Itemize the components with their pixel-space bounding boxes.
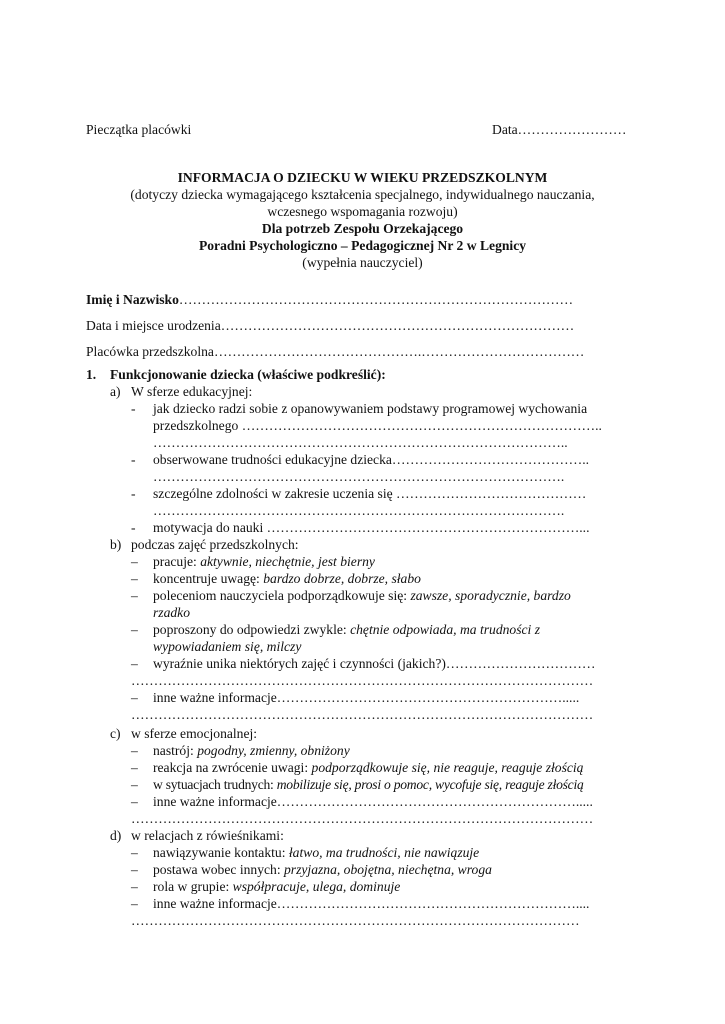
b-pracuje-label: pracuje: (153, 554, 201, 569)
c-sytuacje-options: mobilizuje się, prosi o pomoc, wycofuje się, reaguje złością (276, 777, 584, 792)
a-item4-line1: motywacja do nauki ……………………………………………………………... (153, 520, 590, 535)
d-kontakt (153, 844, 479, 861)
b-bullet-1: – (131, 554, 138, 569)
a-item1-dash: - (131, 401, 136, 416)
subsection-c-text: w sferze emocjonalnej: (131, 726, 258, 741)
b-poproszony-options-cont: wypowiadaniem się, milczy (153, 639, 302, 654)
c-bullet-2: – (131, 760, 138, 775)
a-item1-line2: przedszkolnego …………………………………………………………………….. (153, 418, 602, 433)
b-polecenia-options: zawsze, sporadycznie, bardzo (410, 588, 571, 603)
d-inne: inne ważne informacje………………………………………………………….... (153, 896, 590, 911)
date-field: Data…………………… (492, 122, 627, 137)
b-bullet-3: – (131, 588, 138, 603)
document-title: INFORMACJA O DZIECKU W WIEKU PRZEDSZKOLNYM (177, 170, 548, 185)
b-pracuje (153, 553, 375, 570)
b-koncentruje-options: bardzo dobrze, dobrze, słabo (263, 571, 421, 586)
section1-heading: Funkcjonowanie dziecka (właściwe podkreślić): (110, 367, 386, 382)
document-subtitle-line2: wczesnego wspomagania rozwoju) (267, 204, 458, 219)
c-nastroj-options: pogodny, zmienny, obniżony (197, 743, 350, 758)
subsection-d-label: d) (110, 828, 122, 843)
stamp-label: Pieczątka placówki (86, 122, 192, 137)
d-postawa-options: przyjazna, obojętna, niechętna, wroga (284, 862, 492, 877)
a-item3-line1: szczególne zdolności w zakresie uczenia się …………………………………… (153, 486, 587, 501)
c-nastroj (153, 742, 350, 759)
d-rola (153, 878, 400, 895)
d-postawa (153, 861, 492, 878)
purpose-line1: Dla potrzeb Zespołu Orzekającego (261, 221, 464, 236)
b-poproszony-label: poproszony do odpowiedzi zwykle: (153, 622, 351, 637)
a-item2-dash: - (131, 452, 136, 467)
d-kontakt-options: łatwo, ma trudności, nie nawiązuje (288, 845, 480, 860)
filled-by-note: (wypełnia nauczyciel) (302, 255, 423, 270)
c-inne: inne ważne informacje…………………………………………………………..... (153, 794, 593, 809)
d-bullet-2: – (131, 862, 138, 877)
b-bullet-4: – (131, 622, 138, 637)
subsection-b-label: b) (110, 537, 122, 552)
b-polecenia-options-cont: rzadko (153, 605, 191, 620)
subsection-a-text: W sferze edukacyjnej: (131, 384, 253, 399)
d-bullet-3: – (131, 879, 138, 894)
c-sytuacje (153, 776, 584, 793)
d-bullet-1: – (131, 845, 138, 860)
d-rola-options: współpracuje, ulega, dominuje (232, 879, 401, 894)
a-item3-dash: - (131, 486, 136, 501)
a-item2-line1: obserwowane trudności edukacyjne dziecka…………………………………….. (153, 452, 590, 467)
b-polecenia-label: poleceniom nauczyciela podporządkowuje się: (153, 588, 411, 603)
b-poproszony-options: chętnie odpowiada, ma trudności z (350, 622, 540, 637)
name-dots: …………………………………………………………………………… (178, 292, 574, 307)
b-pracuje-options: aktywnie, niechętnie, jest bierny (200, 554, 375, 569)
b-koncentruje-label: koncentruje uwagę: (153, 571, 264, 586)
preschool-field (86, 343, 584, 360)
b-koncentruje (153, 570, 421, 587)
b-polecenia (153, 587, 571, 604)
c-bullet-1: – (131, 743, 138, 758)
purpose-line2: Poradni Psychologiczno – Pedagogicznej Nr 2 w Legnicy (198, 238, 527, 253)
a-item2-line2: ………………………………………………………………………………. (153, 469, 565, 484)
c-sytuacje-label: w sytuacjach trudnych: (153, 777, 277, 792)
a-item1-line1: jak dziecko radzi sobie z opanowywaniem podstawy programowej wychowania (153, 401, 588, 416)
a-item3-line2: ………………………………………………………………………………. (153, 503, 565, 518)
d-inne-dots: ……………………………………………………………………………………… (131, 913, 580, 928)
b-bullet-5: – (131, 656, 138, 671)
d-rola-label: rola w grupie: (153, 879, 233, 894)
subsection-b-text: podczas zajęć przedszkolnych: (131, 537, 299, 552)
b-unika: wyraźnie unika niektórych zajęć i czynności (jakich?)…………………………… (153, 656, 596, 671)
b-unika-dots: ………………………………………………………………………………………… (131, 673, 594, 688)
document-subtitle-line1: (dotyczy dziecka wymagającego kształcenia specjalnego, indywidualnego nauczania, (130, 187, 595, 202)
d-bullet-4: – (131, 896, 138, 911)
section1-number: 1. (86, 367, 97, 382)
d-postawa-label: postawa wobec innych: (153, 862, 284, 877)
c-reakcja (153, 759, 583, 776)
b-poproszony (153, 621, 540, 638)
a-item1-line3: ……………………………………………………………………………….. (153, 435, 568, 450)
c-bullet-4: – (131, 794, 138, 809)
name-label: Imię i Nazwisko (86, 292, 179, 307)
c-reakcja-options: podporządkowuje się, nie reaguje, reaguje złością (311, 760, 584, 775)
subsection-a-label: a) (110, 384, 121, 399)
c-bullet-3: – (131, 777, 138, 792)
name-field (86, 291, 573, 308)
b-inne: inne ważne informacje………………………………………………………..... (153, 690, 580, 705)
c-inne-dots: ………………………………………………………………………………………… (131, 811, 594, 826)
d-kontakt-label: nawiązywanie kontaktu: (153, 845, 289, 860)
b-bullet-6: – (131, 690, 138, 705)
b-bullet-2: – (131, 571, 138, 586)
birth-dots: …………………………………………………………………… (220, 318, 575, 333)
c-nastroj-label: nastrój: (153, 743, 198, 758)
birth-label: Data i miejsce urodzenia (86, 318, 221, 333)
preschool-dots: ……………………………………….……………………………… (213, 344, 585, 359)
preschool-label: Placówka przedszkolna (86, 344, 214, 359)
a-item4-dash: - (131, 520, 136, 535)
c-reakcja-label: reakcja na zwrócenie uwagi: (153, 760, 312, 775)
b-inne-dots: ………………………………………………………………………………………… (131, 707, 594, 722)
birth-field (86, 317, 574, 334)
subsection-c-label: c) (110, 726, 121, 741)
subsection-d-text: w relacjach z rówieśnikami: (131, 828, 284, 843)
